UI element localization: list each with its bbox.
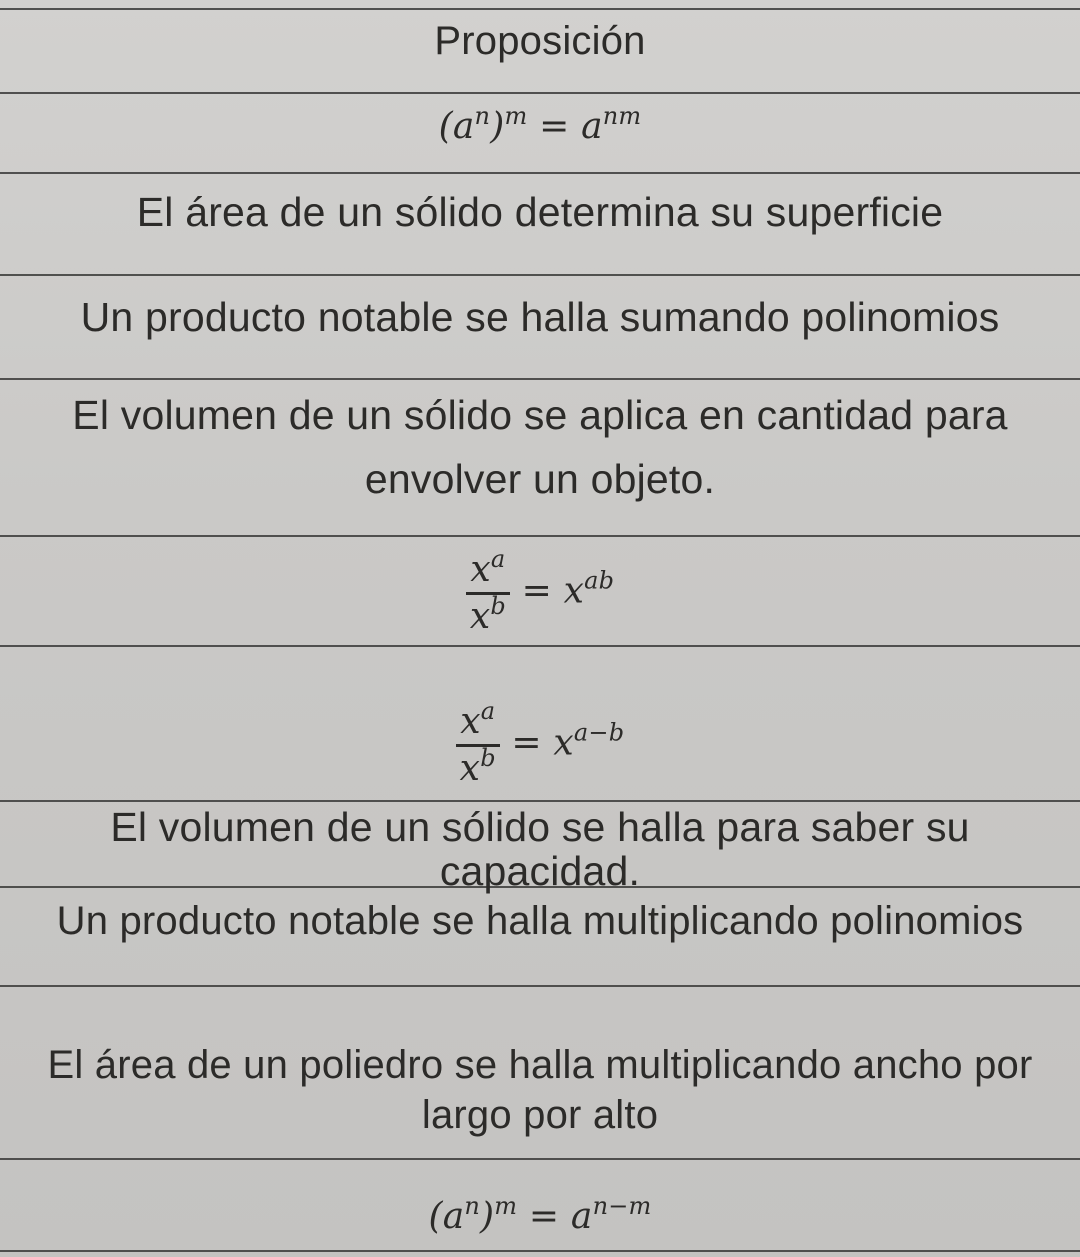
proposition-row <box>0 1040 1080 1140</box>
proposition-row <box>0 290 1080 344</box>
proposition-row <box>0 894 1080 948</box>
header-title: Proposición <box>434 19 646 63</box>
proposition-row: $(a^n)^m = a^{n-m}$ <box>428 1192 652 1237</box>
proposition-text-line: largo por alto <box>421 1093 659 1137</box>
proposition-text-line: El volumen de un sólido se halla para saber su <box>110 804 970 850</box>
proposition-text: Un producto notable se halla multiplicando polinomios <box>56 899 1024 943</box>
fraction: $\frac{x^a}{x^b}$ <box>456 700 500 791</box>
table-rule <box>0 535 1080 537</box>
table-rule <box>0 985 1080 987</box>
table-rule <box>0 1158 1080 1160</box>
proposition-text-line: envolver un objeto. <box>364 456 716 502</box>
table-rule <box>0 645 1080 647</box>
proposition-text: El área de un sólido determina su superficie <box>136 189 944 235</box>
proposition-row: $(a^n)^m = a^{nm}$ <box>438 102 642 147</box>
table-rule <box>0 1250 1080 1252</box>
table-rule <box>0 274 1080 276</box>
proposition-row <box>0 185 1080 239</box>
fraction: $\frac{x^a}{x^b}$ <box>466 548 510 639</box>
column-header <box>0 14 1080 68</box>
table-rule <box>0 8 1080 10</box>
proposition-text-line: El volumen de un sólido se aplica en cantidad para <box>72 392 1008 438</box>
proposition-row: $\frac{x^a}{x^b}$ = $x^{a-b}$ <box>0 700 1080 791</box>
proposition-row <box>0 806 1080 892</box>
proposition-text-line: El área de un poliedro se halla multiplicando ancho por <box>47 1043 1033 1087</box>
proposition-row <box>0 388 1080 506</box>
proposition-text: Un producto notable se halla sumando polinomios <box>80 294 1000 340</box>
table-rule <box>0 800 1080 802</box>
proposition-row: $\frac{x^a}{x^b}$ = $x^{ab}$ <box>0 548 1080 639</box>
table-rule <box>0 92 1080 94</box>
table-rule <box>0 172 1080 174</box>
table-rule <box>0 378 1080 380</box>
proposition-text-line: capacidad. <box>439 848 641 894</box>
